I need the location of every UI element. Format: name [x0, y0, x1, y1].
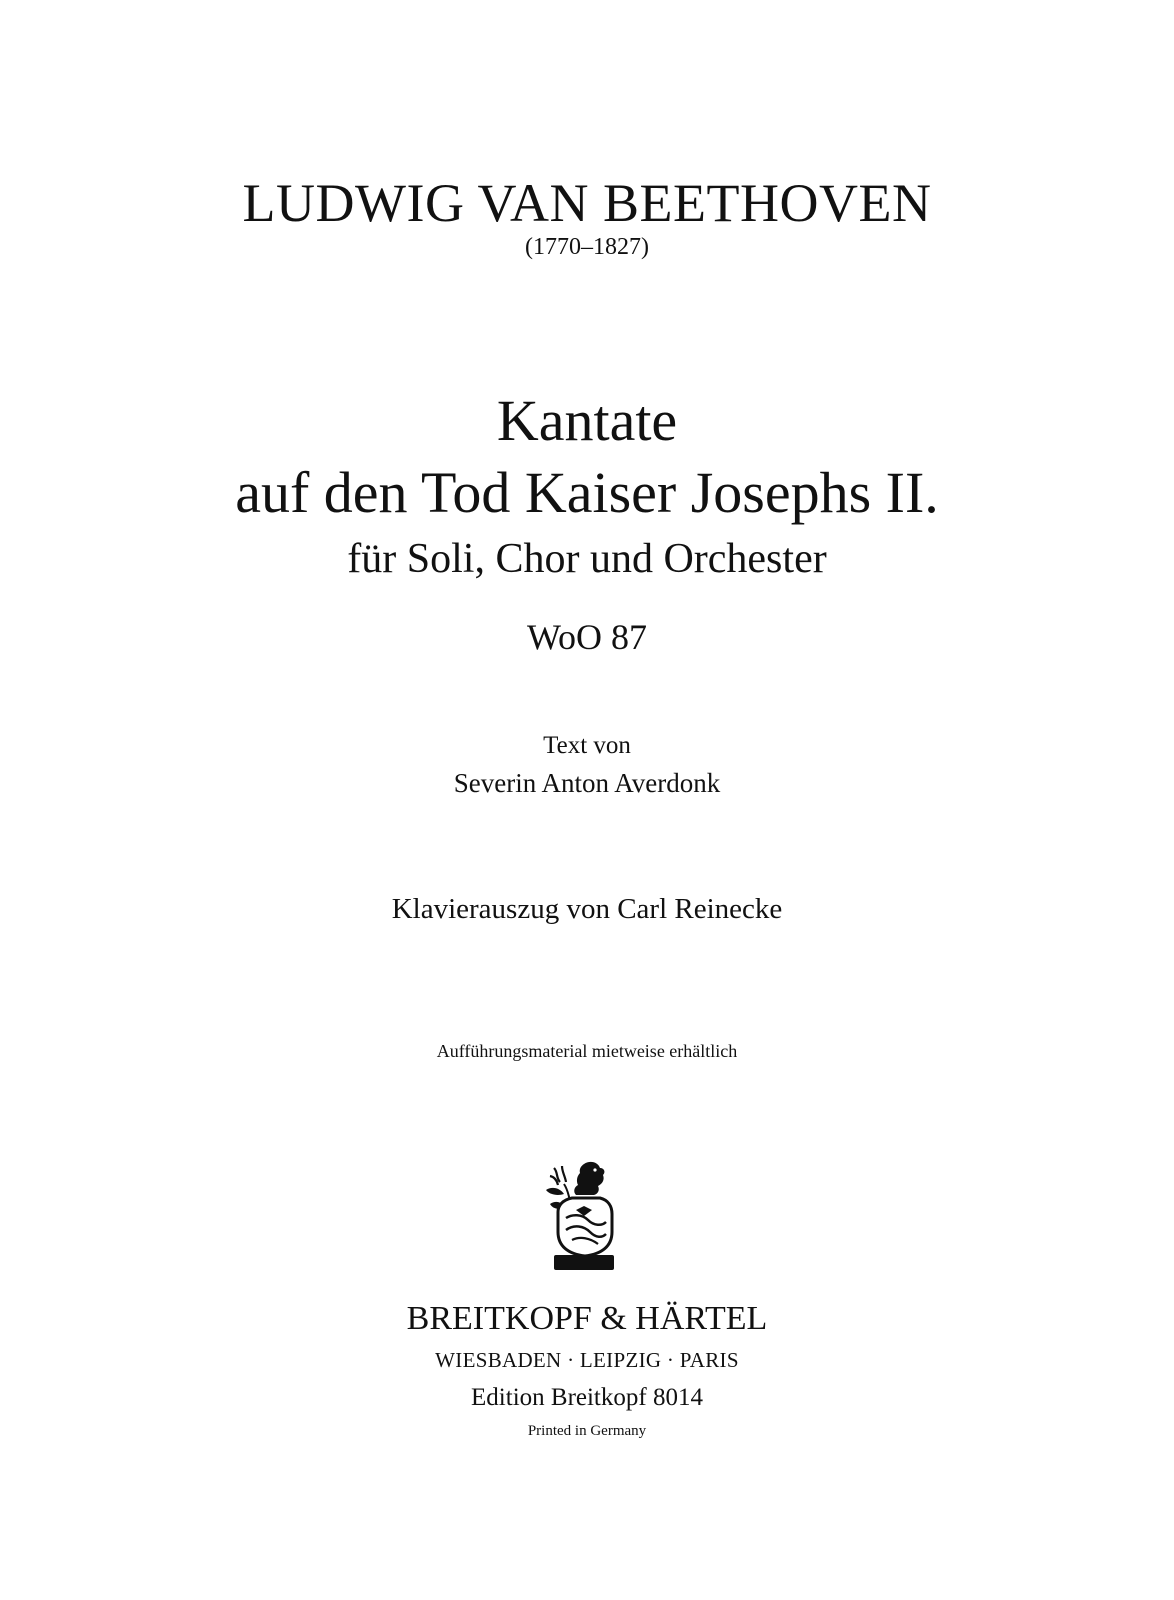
text-credit-author: Severin Anton Averdonk: [453, 768, 721, 798]
text-credit-label: Text von: [543, 732, 631, 759]
composer-dates: (1770–1827): [525, 234, 649, 260]
composer-name: LUDWIG VAN BEETHOVEN: [242, 173, 932, 233]
work-subtitle: für Soli, Chor und Orchester: [347, 536, 827, 582]
catalog-number: WoO 87: [526, 617, 648, 657]
arrangement-credit: Klavierauszug von Carl Reinecke: [391, 893, 783, 925]
publisher-name: BREITKOPF & HÄRTEL: [406, 1300, 768, 1337]
rental-note: Aufführungsmaterial mietweise erhältlich: [436, 1041, 738, 1061]
printed-in: Printed in Germany: [527, 1423, 647, 1439]
breitkopf-bear-emblem-icon: [532, 1160, 622, 1272]
work-title-line2: auf den Tod Kaiser Josephs II.: [235, 460, 939, 525]
edition-number: Edition Breitkopf 8014: [471, 1384, 703, 1411]
publisher-cities: WIESBADEN · LEIPZIG · PARIS: [435, 1348, 739, 1372]
work-title: Kantate: [496, 388, 678, 453]
